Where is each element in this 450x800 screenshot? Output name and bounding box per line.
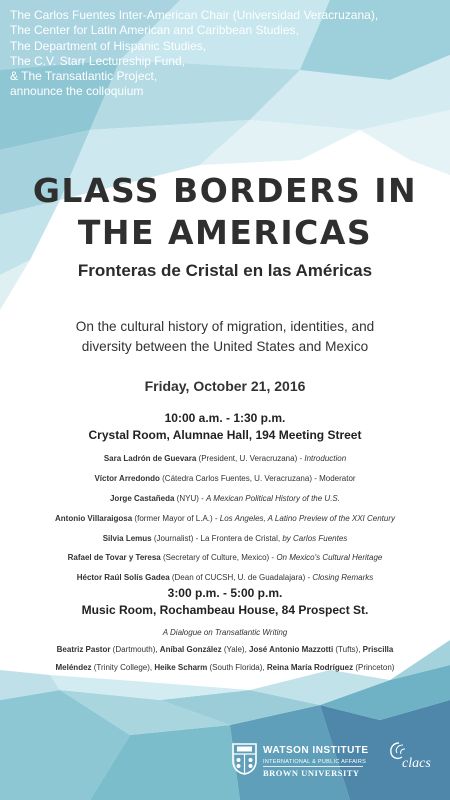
session1-speakers — [0, 449, 450, 588]
brown-university-name: BROWN UNIVERSITY — [263, 768, 360, 778]
participant-name: Beatriz Pastor — [56, 645, 111, 654]
speaker-topic: Los Angeles, A Latino Preview of the XXI Century — [219, 513, 395, 523]
clacs-wordmark: clacs — [402, 756, 431, 771]
speaker-name: Víctor Arredondo — [94, 473, 160, 483]
intro-line: announce the colloquium — [10, 84, 144, 99]
participant-affiliation: (Yale), — [221, 645, 250, 654]
intro-line: The Department of Hispanic Studies, — [10, 38, 207, 53]
participant-name: Priscilla — [362, 645, 394, 654]
speaker-topic: Closing Remarks — [312, 573, 374, 583]
speaker-topic: On Mexico's Cultural Heritage — [276, 553, 383, 563]
participants-line — [0, 663, 450, 672]
speaker-affiliation: (NYU) - — [174, 493, 207, 503]
speaker-topic: Introduction — [304, 454, 347, 463]
session2-subtitle: A Dialogue on Transatlantic Writing — [162, 628, 288, 637]
intro-line: The Center for Latin American and Caribbean Studies, — [10, 23, 299, 38]
speaker-affiliation: (Cátedra Carlos Fuentes, U. Veracruzana) - Moderator — [159, 473, 356, 483]
speaker-name: Sara Ladrón de Guevara — [103, 454, 197, 463]
speaker-row — [0, 489, 450, 509]
speaker-affiliation: (Secretary of Culture, Mexico) - — [160, 553, 277, 563]
intro-line: The Carlos Fuentes Inter-American Chair (Universidad Veracruzana), — [10, 8, 379, 22]
speaker-topic: A Mexican Political History of the U.S. — [206, 493, 340, 503]
brown-shield-icon — [232, 743, 257, 775]
topic-line: diversity between the United States and Mexico — [81, 339, 369, 354]
intro-line: & The Transatlantic Project, — [10, 69, 158, 84]
participant-affiliation: (Princeton) — [353, 663, 395, 672]
participant-name: José Antonio Mazzotti — [249, 645, 334, 654]
speaker-row — [0, 548, 450, 568]
watson-name: WATSON INSTITUTE — [263, 745, 369, 756]
speaker-topic: by Carlos Fuentes — [282, 533, 348, 543]
speaker-affiliation: (former Mayor of L.A.) - — [132, 513, 220, 523]
participant-name: Aníbal González — [159, 645, 222, 654]
topic-line: On the cultural history of migration, identities, and — [75, 319, 375, 334]
participant-affiliation: (Dartmouth), — [110, 645, 160, 654]
participant-affiliation: (South Florida), — [207, 663, 267, 672]
title-line: GLASS BORDERS IN — [32, 171, 418, 210]
session2-location: Music Room, Rochambeau House, 84 Prospect St. — [81, 603, 369, 617]
speaker-row — [0, 529, 450, 549]
session1-time: 10:00 a.m. - 1:30 p.m. — [164, 411, 286, 425]
event-date: Friday, October 21, 2016 — [144, 378, 306, 394]
logo-divider — [263, 766, 363, 767]
participants-line — [0, 645, 450, 654]
speaker-affiliation: (Journalist) - La Frontera de Cristal, — [151, 533, 283, 543]
participant-name: Meléndez — [55, 663, 92, 672]
speaker-name: Héctor Raúl Solís Gadea — [76, 573, 170, 583]
speaker-name: Silvia Lemus — [102, 533, 152, 543]
session1-location: Crystal Room, Alumnae Hall, 194 Meeting Street — [88, 428, 362, 442]
sponsors-intro — [10, 8, 410, 100]
watson-institute-logo — [232, 741, 382, 791]
clacs-logo — [384, 740, 444, 795]
speaker-name: Antonio Villaraigosa — [55, 513, 133, 523]
participant-affiliation: (Tufts), — [333, 645, 363, 654]
speaker-row — [0, 449, 450, 469]
session2-time: 3:00 p.m. - 5:00 p.m. — [167, 586, 283, 600]
topic-description — [0, 317, 450, 357]
speaker-affiliation: (Dean of CUCSH, U. de Guadalajara) - — [169, 573, 313, 583]
watson-subtitle: INTERNATIONAL & PUBLIC AFFAIRS — [263, 759, 367, 765]
speaker-name: Jorge Castañeda — [109, 493, 175, 503]
speaker-name: Rafael de Tovar y Teresa — [67, 553, 161, 563]
intro-line: The C.V. Starr Lectureship Fund, — [10, 53, 185, 68]
participant-affiliation: (Trinity College), — [91, 663, 155, 672]
speaker-row — [0, 509, 450, 529]
title-line: THE AMERICAS — [77, 213, 373, 252]
poster-subtitle: Fronteras de Cristal en las Américas — [77, 261, 373, 280]
participant-name: Heike Scharm — [154, 663, 208, 672]
poster-title — [0, 170, 450, 254]
speaker-row — [0, 469, 450, 489]
speaker-affiliation: (President, U. Veracruzana) - — [196, 454, 305, 463]
participant-name: Reina María Rodríguez — [266, 663, 354, 672]
